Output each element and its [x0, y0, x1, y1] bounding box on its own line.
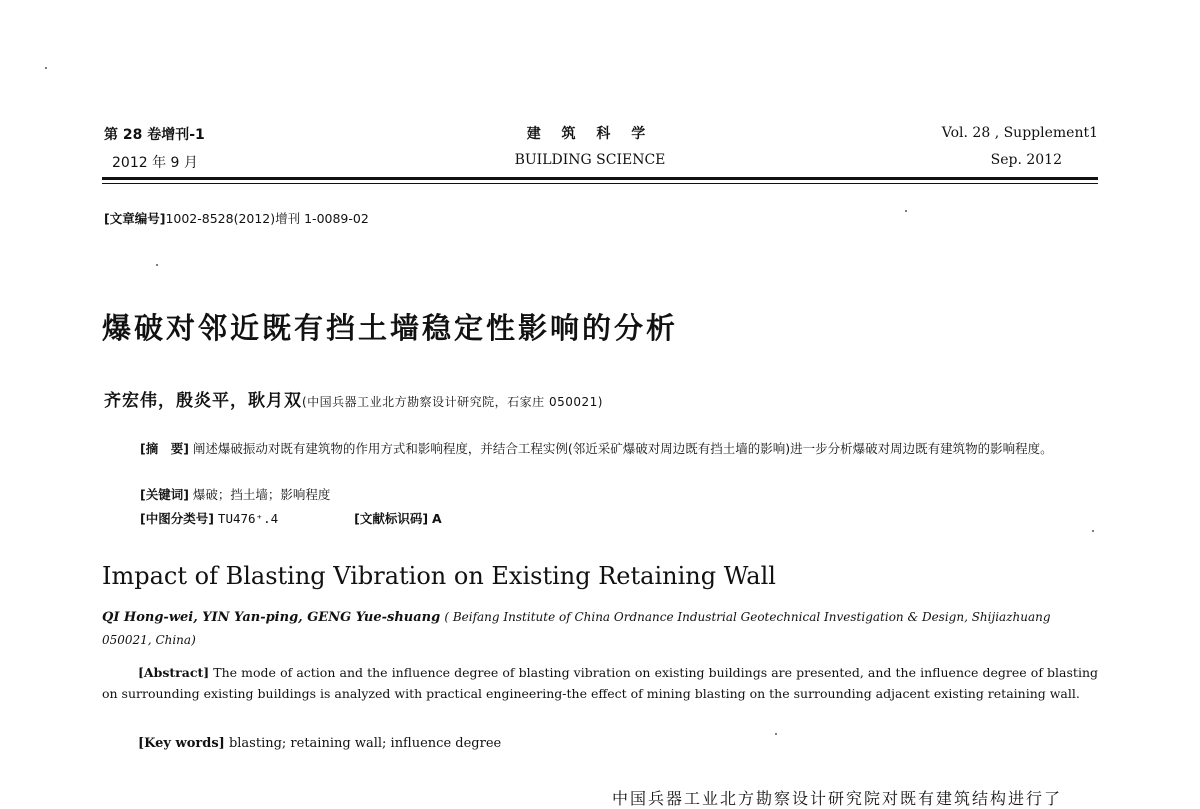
header-rule-thick: [102, 177, 1098, 180]
keywords-cn-label: [关键词]: [140, 487, 189, 502]
article-number-label: [文章编号]: [104, 211, 166, 226]
authors-cn: [104, 386, 603, 411]
author-affiliation-cn: (中国兵器工业北方勘察设计研究院，石家庄 050021): [302, 395, 603, 409]
abstract-en-text: The mode of action and the influence degree of blasting vibration on existing buildings are presented, and the influence degree of blasting on surrounding existing buildings is analyzed with practical engineering-the effect of mining blasting on the surrounding adjacent existing retaining wall.: [102, 665, 1098, 701]
authors-en: [102, 606, 1098, 652]
keywords-cn-text: 爆破；挡土墙；影响程度: [192, 487, 331, 502]
volume-issue-en: Vol. 28 , Supplement1: [941, 125, 1098, 141]
scan-speck: [775, 733, 777, 735]
journal-name-en: BUILDING SCIENCE: [514, 152, 666, 168]
classification-label: [中图分类号]: [140, 511, 214, 526]
doc-code-value: A: [432, 511, 442, 526]
scan-speck: [905, 210, 907, 212]
journal-name-cn: 建 筑 科 学: [526, 126, 654, 142]
doc-code-label: [文献标识码]: [354, 511, 429, 526]
author-names-cn: 齐宏伟，殷炎平，耿月双: [104, 391, 302, 411]
author-names-en: QI Hong-wei, YIN Yan-ping, GENG Yue-shuang: [102, 610, 441, 625]
scan-speck: [156, 264, 158, 266]
abstract-en-label: [Abstract]: [138, 665, 210, 680]
header-rule-thin: [102, 183, 1098, 184]
abstract-cn: [102, 438, 1098, 460]
issue-date-en: Sep. 2012: [990, 152, 1062, 168]
keywords-en-text: blasting; retaining wall; influence degree: [228, 736, 502, 751]
abstract-cn-text: 阐述爆破振动对既有建筑物的作用方式和影响程度，并结合工程实例(邻近采矿爆破对周边既有挡土墙的影响)进一步分析爆破对周边既有建筑物的影响程度。: [192, 441, 1053, 456]
volume-issue-cn: 第 28 卷增刊-1: [104, 127, 205, 143]
keywords-en-label: [Key words]: [138, 736, 225, 751]
scan-speck: [45, 67, 47, 69]
keywords-en: [138, 733, 501, 755]
body-text-fragment: 中国兵器工业北方勘察设计研究院对既有建筑结构进行了: [612, 789, 1063, 808]
issue-date-cn: 2012 年 9 月: [112, 155, 198, 171]
classification-value: TU476⁺.4: [217, 511, 279, 526]
author-affiliation-en: ( Beifang Institute of China Ordnance Industrial Geotechnical Investigation & Design, Shijiazhuang 050021, China): [102, 610, 1051, 647]
scan-speck: [1092, 530, 1094, 532]
keywords-cn: [140, 484, 330, 506]
title-en: Impact of Blasting Vibration on Existing Retaining Wall: [102, 562, 776, 590]
article-number-value: 1002-8528(2012)增刊 1-0089-02: [165, 211, 369, 226]
abstract-en: [102, 662, 1098, 704]
title-cn: 爆破对邻近既有挡土墙稳定性影响的分析: [102, 311, 679, 345]
classification-cn: [140, 508, 442, 530]
abstract-cn-label: [摘 要]: [140, 441, 189, 456]
article-number: [104, 208, 369, 230]
